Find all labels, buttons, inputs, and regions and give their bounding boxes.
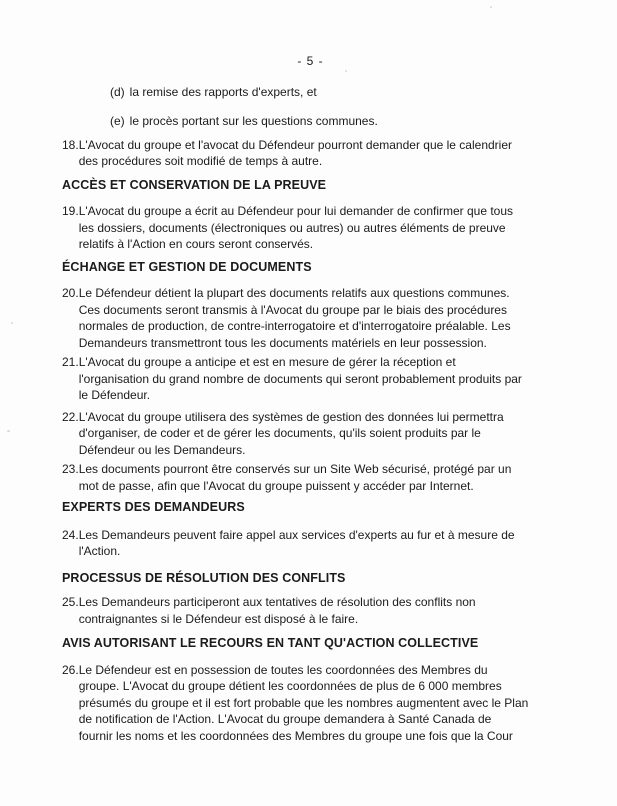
text-line: le Défendeur. (78, 388, 151, 402)
text-line: Le Défendeur détient la plupart des documents relatifs aux questions communes. (78, 286, 510, 300)
text-line: groupe. L'Avocat du groupe détient les coordonnées de plus de 6 000 membres (78, 679, 502, 693)
subitem-label: (e) (110, 114, 125, 128)
text-line: des procédures soit modifié de temps à autre. (78, 154, 323, 168)
section-heading-preuve: ACCÈS ET CONSERVATION DE LA PREUVE (62, 177, 327, 192)
item-number: 25. (62, 595, 79, 609)
item-number: 20. (62, 286, 79, 300)
list-subitem-e (110, 113, 587, 130)
item-number: 23. (62, 462, 79, 476)
text-line: le procès portant sur les questions communes. (129, 114, 378, 128)
list-subitem-d (110, 84, 587, 101)
scan-artifact (490, 6, 492, 8)
section-heading-avis: AVIS AUTORISANT LE RECOURS EN TANT QU'ACTION COLLECTIVE (62, 636, 479, 650)
text-line: présumés du groupe et il est fort probable que les nombres augmentent avec le Plan (78, 695, 529, 710)
section-heading-echange: ÉCHANGE ET GESTION DE DOCUMENTS (62, 259, 312, 274)
section-heading-experts: EXPERTS DES DEMANDEURS (62, 500, 245, 514)
text-line: L'Avocat du groupe a écrit au Défendeur pour lui demander de confirmer que tous (78, 204, 514, 218)
page-number: - 5 - (297, 54, 324, 68)
list-item-22 (62, 409, 587, 459)
text-line: L'Avocat du groupe a anticipe et est en mesure de gérer la réception et (78, 355, 456, 369)
text-line: fournir les noms et les coordonnées des Membres du groupe une fois que la Cour (78, 728, 513, 743)
text-line: Demandeurs transmettront tous les documents matériels en leur possession. (78, 335, 487, 350)
list-item-19 (62, 203, 587, 253)
text-line: Les documents pourront être conservés sur un Site Web sécurisé, protégé par un (78, 462, 512, 476)
list-item-21 (62, 354, 587, 404)
text-line: l'organisation du grand nombre de documents qui seront probablement produits par (78, 371, 522, 386)
text-line: de notification de l'Action. L'Avocat du groupe demandera à Santé Canada de (78, 712, 492, 726)
list-item-23 (62, 461, 587, 494)
item-number: 19. (62, 204, 79, 218)
list-item-20 (62, 285, 587, 351)
text-line: les dossiers, documents (électroniques ou autres) ou autres éléments de preuve (78, 220, 506, 235)
text-line: la remise des rapports d'experts, et (129, 84, 317, 99)
text-line: Les Demandeurs peuvent faire appel aux services d'experts au fur et à mesure de (78, 527, 515, 542)
text-line: Défendeur ou les Demandeurs. (78, 442, 246, 457)
list-item-24 (62, 527, 587, 560)
list-item-25 (62, 594, 587, 627)
item-number: 18. (62, 137, 79, 152)
text-line: Ces documents seront transmis à l'Avocat du groupe par le biais des procédures (78, 302, 507, 317)
text-line: contraignantes si le Défendeur est disposé à le faire. (78, 611, 359, 626)
page-content (62, 53, 587, 744)
text-line: Les Demandeurs participeront aux tentatives de résolution des conflits non (78, 595, 476, 609)
list-item-18 (62, 137, 587, 170)
text-line: mot de passe, afin que l'Avocat du groupe puissent y accéder par Internet. (78, 478, 474, 493)
scan-artifact (7, 430, 10, 432)
text-line: d'organiser, de coder et de gérer les documents, qu'ils soient produits par le (78, 426, 481, 440)
text-line: L'Avocat du groupe utilisera des systèmes de gestion des données lui permettra (78, 409, 504, 424)
item-number: 24. (62, 527, 79, 542)
text-line: relatifs à l'Action en cours seront conservés. (78, 237, 314, 251)
text-line: l'Action. (78, 544, 121, 558)
text-line: L'Avocat du groupe et l'avocat du Défendeur pourront demander que le calendrier (78, 137, 512, 152)
subitem-label: (d) (110, 84, 125, 99)
section-heading-resolution: PROCESSUS DE RÉSOLUTION DES CONFLITS (62, 570, 346, 585)
scan-artifact (11, 322, 13, 324)
text-line: Le Défendeur est en possession de toutes les coordonnées des Membres du (78, 662, 488, 677)
list-item-26 (62, 662, 587, 745)
text-line: normales de production, de contre-interrogatoire et d'interrogatoire préalable. Les (78, 319, 511, 333)
item-number: 22. (62, 409, 79, 424)
item-number: 21. (62, 355, 79, 369)
item-number: 26. (62, 662, 79, 677)
